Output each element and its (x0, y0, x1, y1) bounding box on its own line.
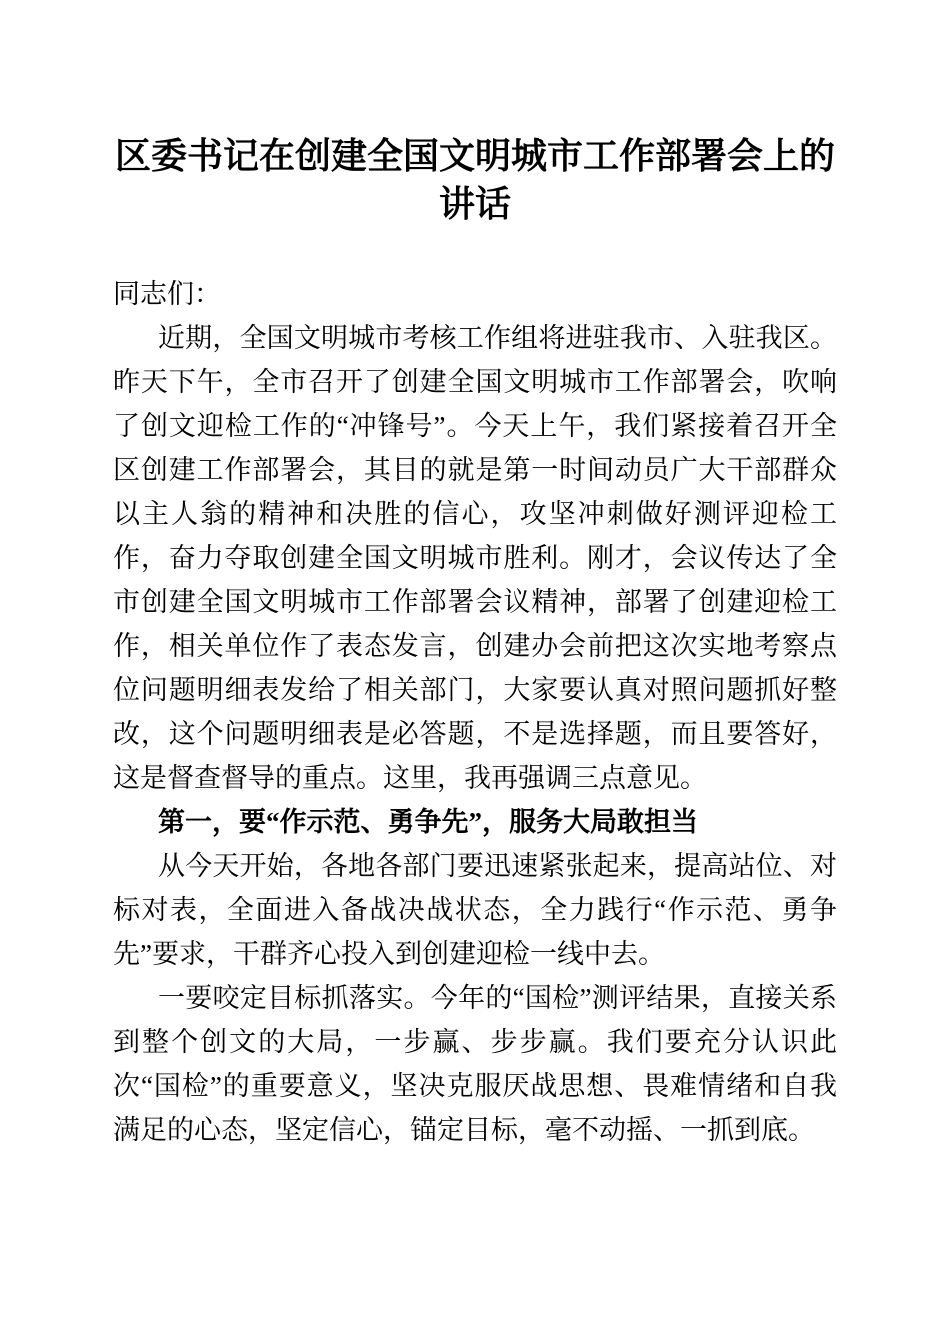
section-heading-first-point: 第一，要“作示范、勇争先”，服务大局敢担当 (158, 807, 698, 837)
paragraph-goal-implementation: 一要咬定目标抓落实。今年的“国检”测评结果，直接关系到整个创文的大局，一步赢、步步赢。我们要充分认识此次“国检”的重要意义，坚决克服厌战思想、畏难情绪和自我满足的心态，坚定信心，锚定目标，毫不动摇、一抓到底。 (113, 983, 837, 1145)
salutation: 同志们： (113, 279, 221, 309)
document-title: 区委书记在创建全国文明城市工作部署会上的讲话 (114, 136, 835, 224)
paragraph-intro: 近期，全国文明城市考核工作组将进驻我市、入驻我区。昨天下午，全市召开了创建全国文明城市工作部署会，吹响了创文迎检工作的“冲锋号”。今天上午，我们紧接着召开全区创建工作部署会，其目的就是第一时间动员广大干部群众以主人翁的精神和决胜的信心，攻坚冲刺做好测评迎检工作，奋力夺取创建全国文明城市胜利。刚才，会议传达了全市创建全国文明城市工作部署会议精神，部署了创建迎检工作，相关单位作了表态发言，创建办会前把这次实地考察点位问题明细表发给了相关部门，大家要认真对照问题抓好整改，这个问题明细表是必答题，不是选择题，而且要答好，这是督查督导的重点。这里，我再强调三点意见。 (113, 323, 837, 793)
document-body (113, 272, 837, 1152)
paragraph-mobilization: 从今天开始，各地各部门要迅速紧张起来，提高站位、对标对表，全面进入备战决战状态，全力践行“作示范、勇争先”要求，干群齐心投入到创建迎检一线中去。 (113, 851, 837, 969)
